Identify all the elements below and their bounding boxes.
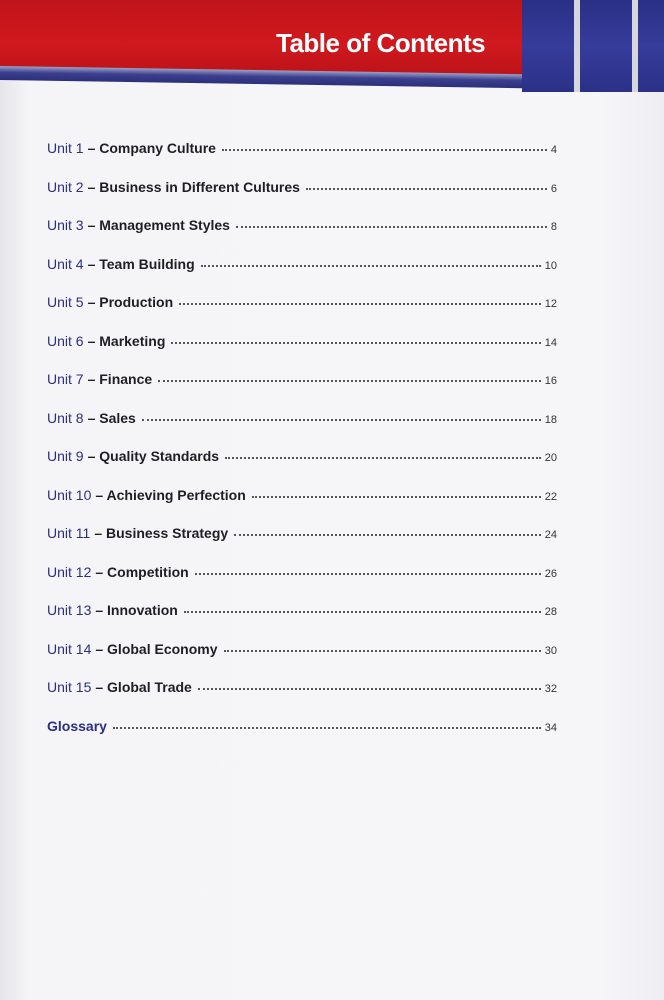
page-title: Table of Contents xyxy=(276,28,486,58)
toc-entry-unit-8[interactable] xyxy=(47,410,557,449)
unit-label: Unit 14 xyxy=(47,640,92,657)
page-number: 24 xyxy=(544,529,557,541)
unit-title: – Company Culture xyxy=(87,140,216,156)
page-number: 34 xyxy=(544,721,557,734)
unit-label: Unit 11 xyxy=(47,525,91,541)
dot-leader xyxy=(113,727,541,729)
page-number: 8 xyxy=(550,221,557,233)
page-number: 28 xyxy=(544,606,557,618)
toc-entry-unit-3[interactable] xyxy=(47,217,557,256)
unit-title: – Finance xyxy=(87,371,153,387)
dot-leader xyxy=(171,342,540,344)
toc-entry-unit-6[interactable] xyxy=(47,333,557,372)
page-number: 22 xyxy=(544,490,557,503)
unit-label: Unit 3 xyxy=(47,217,84,233)
page-number: 30 xyxy=(544,644,557,657)
page-number: 12 xyxy=(544,298,557,310)
dot-leader xyxy=(252,496,541,498)
dot-leader xyxy=(225,457,541,459)
table-of-contents xyxy=(47,140,557,756)
page-number: 16 xyxy=(544,375,557,387)
page-number: 26 xyxy=(544,567,557,580)
toc-entry-unit-2[interactable] xyxy=(47,179,557,218)
dot-leader xyxy=(142,419,541,421)
page-number: 18 xyxy=(544,413,557,426)
unit-label: Unit 4 xyxy=(47,255,84,272)
dot-leader xyxy=(198,688,541,690)
header-blue-block xyxy=(638,0,664,92)
dot-leader xyxy=(179,303,541,305)
dot-leader xyxy=(306,188,547,190)
header-blue-block xyxy=(522,0,574,92)
unit-label: Unit 6 xyxy=(47,332,84,349)
page-number: 32 xyxy=(544,683,557,695)
dot-leader xyxy=(184,611,541,613)
unit-title: – Marketing xyxy=(87,332,166,349)
unit-title: – Production xyxy=(87,294,174,310)
unit-label: Unit 12 xyxy=(47,563,92,580)
unit-label: Unit 5 xyxy=(47,294,84,310)
unit-title: – Innovation xyxy=(95,602,178,618)
glossary-label: Glossary xyxy=(47,717,107,734)
dot-leader xyxy=(224,650,541,652)
page-number: 20 xyxy=(544,452,557,464)
unit-title: – Achieving Perfection xyxy=(95,486,246,503)
toc-entry-unit-12[interactable] xyxy=(47,564,557,603)
unit-label: Unit 15 xyxy=(47,679,92,695)
unit-title: – Competition xyxy=(95,563,189,580)
unit-title: – Business in Different Cultures xyxy=(87,178,300,195)
unit-label: Unit 8 xyxy=(47,409,84,426)
toc-entry-unit-10[interactable] xyxy=(47,487,557,526)
toc-entry-unit-5[interactable] xyxy=(47,294,557,333)
dot-leader xyxy=(158,380,541,382)
unit-label: Unit 10 xyxy=(47,486,92,503)
unit-label: Unit 9 xyxy=(47,448,84,464)
unit-title: – Quality Standards xyxy=(87,448,220,464)
unit-label: Unit 7 xyxy=(47,371,84,387)
unit-title: – Global Trade xyxy=(95,679,192,695)
toc-entry-unit-14[interactable] xyxy=(47,641,557,680)
page-number: 6 xyxy=(550,182,557,195)
page-number: 4 xyxy=(550,144,557,156)
toc-entry-unit-7[interactable] xyxy=(47,371,557,410)
header-blue-block xyxy=(580,0,632,92)
dot-leader xyxy=(234,534,541,536)
unit-label: Unit 13 xyxy=(47,602,92,618)
unit-label: Unit 2 xyxy=(47,178,84,195)
unit-title: – Global Economy xyxy=(95,640,218,657)
unit-title: – Team Building xyxy=(87,255,195,272)
toc-entry-unit-1[interactable] xyxy=(47,140,557,179)
toc-entry-glossary[interactable] xyxy=(47,718,557,757)
dot-leader xyxy=(236,226,547,228)
unit-title: – Sales xyxy=(87,409,136,426)
toc-entry-unit-13[interactable] xyxy=(47,602,557,641)
page-number: 10 xyxy=(544,259,557,272)
toc-entry-unit-4[interactable] xyxy=(47,256,557,295)
page-number: 14 xyxy=(544,336,557,349)
dot-leader xyxy=(201,265,541,267)
unit-label: Unit 1 xyxy=(47,140,84,156)
toc-entry-unit-9[interactable] xyxy=(47,448,557,487)
unit-title: – Business Strategy xyxy=(94,525,229,541)
dot-leader xyxy=(195,573,541,575)
toc-entry-unit-11[interactable] xyxy=(47,525,557,564)
dot-leader xyxy=(222,149,547,151)
unit-title: – Management Styles xyxy=(87,217,230,233)
toc-entry-unit-15[interactable] xyxy=(47,679,557,718)
